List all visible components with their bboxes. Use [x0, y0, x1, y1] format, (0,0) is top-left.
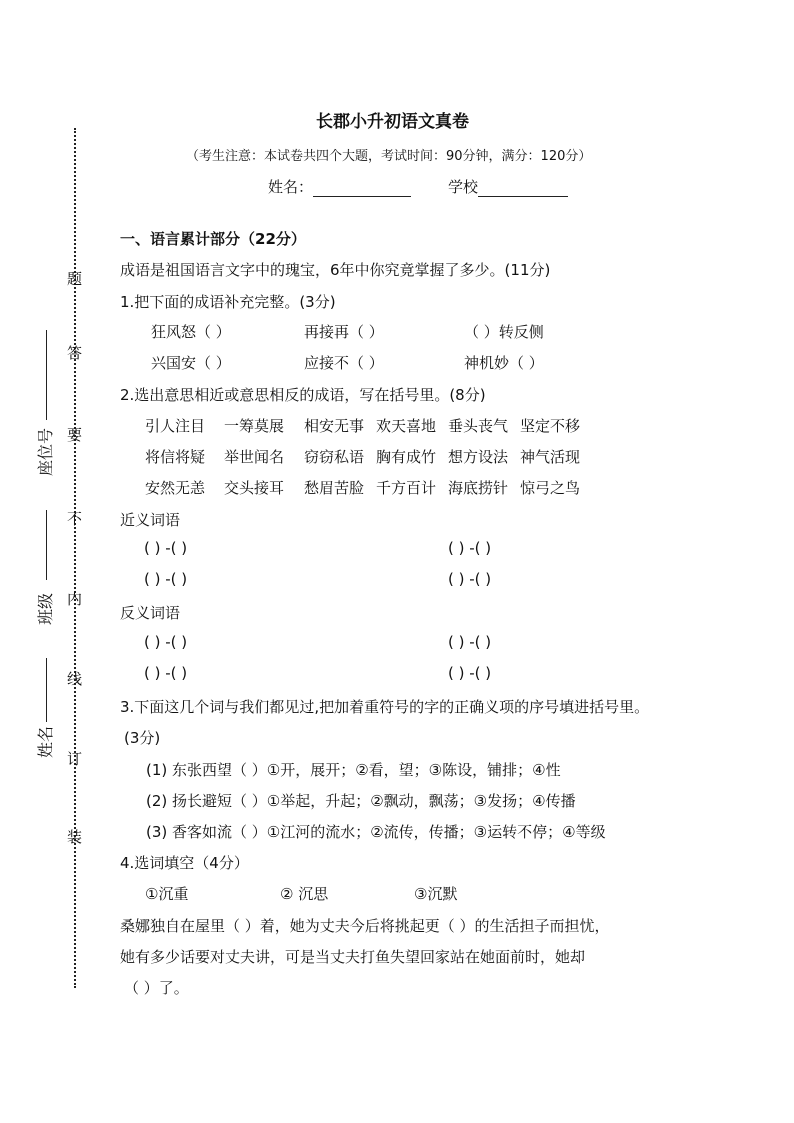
idiom-blank: 再接再（ ）	[304, 323, 384, 341]
idiom-word: 举世闻名	[224, 448, 285, 466]
synonym-pair-blank: ( ) -( )	[448, 539, 492, 557]
seat-label: 座位号	[36, 427, 55, 476]
word-option: ①沉重	[145, 885, 189, 903]
fill-in-passage-line: 桑娜独自在屋里（ ）着，她为丈夫今后将挑起更（ ）的生活担子而担忧，	[120, 917, 610, 935]
class-fill-line	[46, 510, 47, 580]
binding-dotted-line	[74, 128, 76, 988]
idiom-word: 欢天喜地	[376, 417, 437, 435]
idiom-word: 安然无恙	[145, 479, 206, 497]
idiom-blank: 神机妙（ ）	[464, 354, 544, 372]
antonym-pair-blank: ( ) -( )	[144, 664, 188, 682]
name-label: 姓名：	[268, 178, 314, 196]
question-1-prompt: 1.把下面的成语补充完整。(3分)	[120, 293, 336, 311]
section-intro: 成语是祖国语言文字中的瑰宝，6年中你究竟掌握了多少。(11分)	[120, 261, 551, 279]
idiom-word: 交头接耳	[224, 479, 285, 497]
word-option: ② 沉思	[280, 885, 329, 903]
idiom-word: 一筹莫展	[224, 417, 285, 435]
idiom-blank: （ ）转反侧	[464, 323, 544, 341]
antonym-pair-blank: ( ) -( )	[144, 633, 188, 651]
antonym-label: 反义词语	[120, 604, 181, 622]
idiom-word: 胸有成竹	[376, 448, 437, 466]
idiom-word: 相安无事	[304, 417, 365, 435]
student-name-field	[268, 176, 411, 197]
meaning-choice-item: (1) 东张西望（ ）①开，展开；②看，望；③陈设，铺排；④性	[146, 761, 561, 779]
name-label-vertical: 姓名	[36, 725, 55, 758]
name-fill-line	[46, 658, 47, 722]
idiom-word: 垂头丧气	[448, 417, 509, 435]
question-2-prompt: 2.选出意思相近或意思相反的成语，写在括号里。(8分)	[120, 386, 486, 404]
idiom-word: 海底捞针	[448, 479, 509, 497]
idiom-blank: 狂风怒（ ）	[151, 323, 231, 341]
idiom-word: 将信将疑	[145, 448, 206, 466]
meaning-choice-item: (2) 扬长避短（ ）①举起，升起；②飘动，飘荡；③发扬；④传播	[146, 792, 576, 810]
antonym-pair-blank: ( ) -( )	[448, 633, 492, 651]
name-blank	[313, 182, 411, 197]
fill-in-passage-line: （ ）了。	[124, 979, 189, 997]
binding-char: 要	[67, 426, 83, 444]
synonym-label: 近义词语	[120, 511, 181, 529]
binding-char: 不	[67, 510, 83, 528]
meaning-choice-item: (3) 香客如流（ ）①江河的流水；②流传，传播；③运转不停；④等级	[146, 823, 606, 841]
seat-fill-line	[46, 330, 47, 420]
page-title: 长郡小升初语文真卷	[316, 112, 469, 132]
fill-in-passage-line: 她有多少话要对丈夫讲，可是当丈夫打鱼失望回家站在她面前时，她却	[120, 948, 586, 966]
binding-char: 订	[67, 750, 83, 768]
synonym-pair-blank: ( ) -( )	[448, 570, 492, 588]
binding-char: 内	[67, 590, 83, 608]
synonym-pair-blank: ( ) -( )	[144, 539, 188, 557]
antonym-pair-blank: ( ) -( )	[448, 664, 492, 682]
question-4-prompt: 4.选词填空（4分）	[120, 854, 249, 872]
idiom-word: 千方百计	[376, 479, 437, 497]
question-3-prompt: 3.下面这几个词与我们都见过,把加着重符号的字的正确义项的序号填进括号里。	[120, 698, 650, 716]
idiom-word: 坚定不移	[520, 417, 581, 435]
idiom-word: 引人注目	[145, 417, 206, 435]
question-3-points: (3分)	[124, 729, 161, 747]
section-heading: 一、语言累计部分（22分）	[120, 230, 306, 248]
school-label: 学校	[448, 178, 479, 196]
exam-notice: （考生注意：本试卷共四个大题，考试时间：90分钟，满分：120分）	[186, 149, 592, 164]
school-blank	[478, 182, 568, 197]
idiom-blank: 兴国安（ ）	[151, 354, 231, 372]
idiom-blank: 应接不（ ）	[304, 354, 384, 372]
idiom-word: 窃窃私语	[304, 448, 365, 466]
school-field	[448, 176, 568, 197]
binding-char: 题	[67, 270, 83, 288]
idiom-word: 惊弓之鸟	[520, 479, 581, 497]
idiom-word: 愁眉苦脸	[304, 479, 365, 497]
binding-char: 答	[67, 344, 83, 362]
binding-char: 装	[67, 828, 83, 846]
idiom-word: 想方设法	[448, 448, 509, 466]
class-label: 班级	[36, 592, 55, 625]
word-option: ③沉默	[414, 885, 458, 903]
synonym-pair-blank: ( ) -( )	[144, 570, 188, 588]
idiom-word: 神气活现	[520, 448, 581, 466]
binding-char: 线	[67, 670, 83, 688]
